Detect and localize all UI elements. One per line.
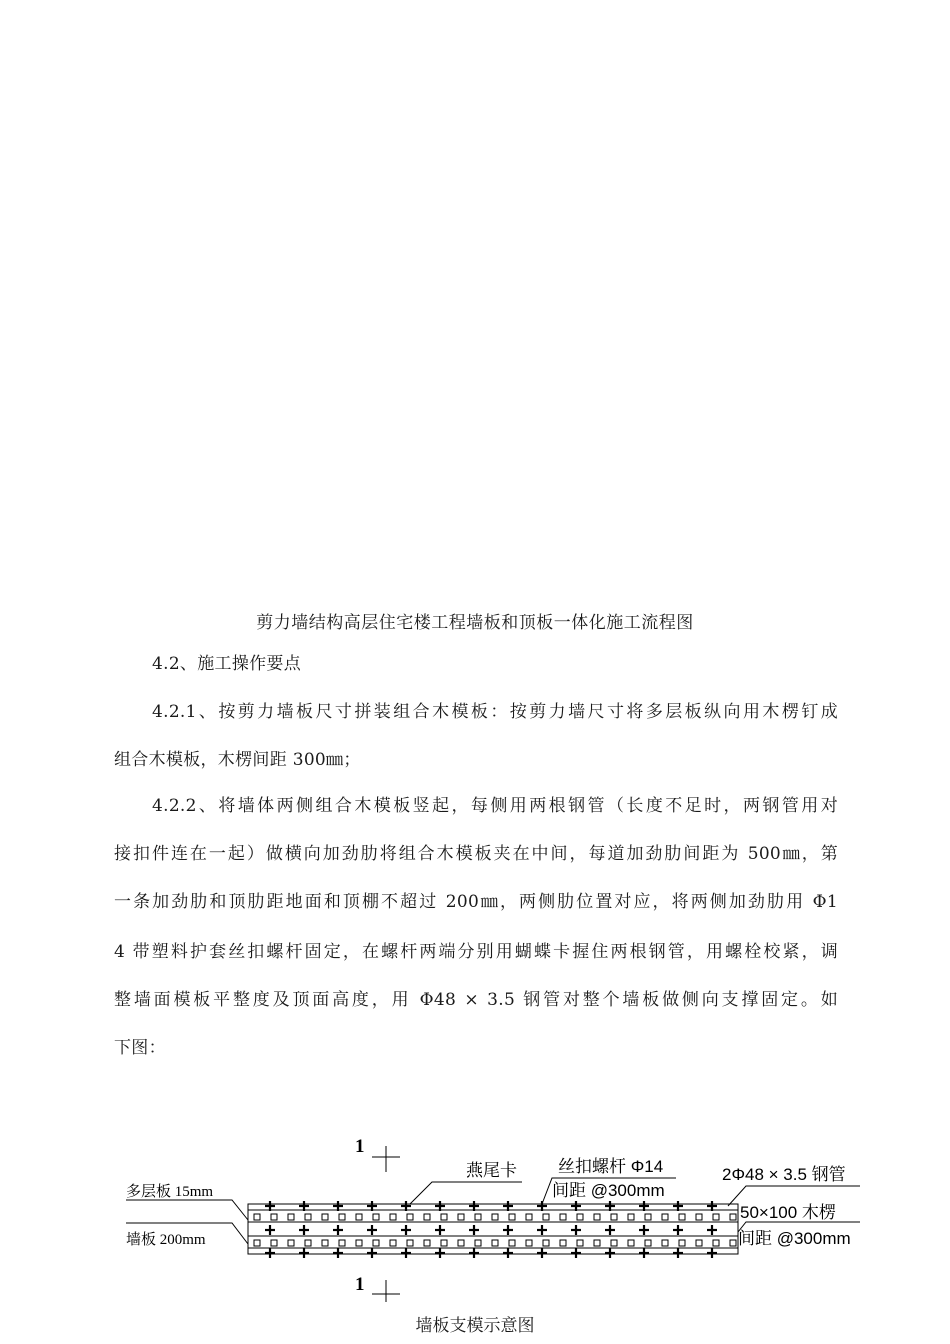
section-mark-top: 1: [355, 1136, 365, 1157]
timber-stud-top: [390, 1214, 396, 1220]
figure-caption-bottom: 墙板支模示意图: [415, 1316, 535, 1336]
paragraph-2-line-5: 整墙面模板平整度及顶面高度，用 Φ48 × 3.5 钢管对整个墙板做侧向支撑固定。如: [114, 990, 838, 1010]
timber-stud-bottom: [645, 1240, 651, 1246]
timber-stud-bottom: [339, 1240, 345, 1246]
timber-stud-top: [679, 1214, 685, 1220]
timber-stud-bottom: [628, 1240, 634, 1246]
timber-stud-bottom: [509, 1240, 515, 1246]
timber-stud-bottom: [594, 1240, 600, 1246]
paragraph-1-line-2: 组合木模板，木楞间距 300㎜；: [114, 750, 361, 770]
timber-stud-bottom: [577, 1240, 583, 1246]
section-heading: [114, 652, 838, 676]
clip-leader: [410, 1182, 522, 1204]
label-plywood: 多层板 15mm: [126, 1184, 214, 1200]
timber-stud-bottom: [543, 1240, 549, 1246]
label-bolt-2: 间距 @300mm: [552, 1181, 665, 1200]
label-clip: 燕尾卡: [466, 1161, 517, 1181]
plywood-leader: [126, 1200, 248, 1220]
label-timber-1: 50×100 木楞: [740, 1203, 836, 1222]
timber-stud-top: [458, 1214, 464, 1220]
paragraph-2-line-6: 下图：: [114, 1038, 166, 1058]
section-mark-bottom: 1: [355, 1274, 365, 1295]
timber-stud-bottom: [492, 1240, 498, 1246]
timber-stud-bottom: [271, 1240, 277, 1246]
timber-stud-bottom: [424, 1240, 430, 1246]
paragraph-2-line-4: 4 带塑料护套丝扣螺杆固定，在螺杆两端分别用蝴蝶卡握住两根钢管，用螺栓校紧，调: [114, 942, 838, 962]
timber-stud-top: [730, 1214, 736, 1220]
timber-stud-bottom: [713, 1240, 719, 1246]
paragraph-2-line-2: 接扣件连在一起）做横向加劲肋将组合木模板夹在中间，每道加劲肋间距为 500㎜，第: [114, 844, 838, 864]
timber-stud-top: [305, 1214, 311, 1220]
timber-stud-top: [509, 1214, 515, 1220]
timber-stud-bottom: [458, 1240, 464, 1246]
timber-stud-top: [356, 1214, 362, 1220]
timber-stud-bottom: [288, 1240, 294, 1246]
timber-stud-bottom: [441, 1240, 447, 1246]
label-bolt-1: 丝扣螺杆 Φ14: [558, 1157, 664, 1176]
timber-stud-top: [560, 1214, 566, 1220]
timber-stud-top: [662, 1214, 668, 1220]
label-wall: 墙板 200mm: [126, 1232, 206, 1248]
timber-stud-top: [271, 1214, 277, 1220]
timber-stud-top: [339, 1214, 345, 1220]
timber-stud-top: [492, 1214, 498, 1220]
timber-stud-bottom: [611, 1240, 617, 1246]
timber-stud-top: [543, 1214, 549, 1220]
timber-stud-top: [577, 1214, 583, 1220]
timber-stud-top: [373, 1214, 379, 1220]
paragraph-1-line-1: 4.2.1、按剪力墙板尺寸拼装组合木模板：按剪力墙尺寸将多层板纵向用木楞钉成: [152, 702, 838, 722]
timber-stud-bottom: [696, 1240, 702, 1246]
timber-stud-bottom: [254, 1240, 260, 1246]
timber-stud-top: [288, 1214, 294, 1220]
timber-stud-top: [696, 1214, 702, 1220]
timber-stud-top: [611, 1214, 617, 1220]
paragraph-2-line-3: 一条加劲肋和顶肋距地面和顶棚不超过 200㎜，两侧肋位置对应，将两侧加劲肋用 Φ1: [114, 892, 838, 912]
timber-stud-bottom: [560, 1240, 566, 1246]
timber-stud-bottom: [322, 1240, 328, 1246]
timber-stud-top: [475, 1214, 481, 1220]
timber-stud-top: [441, 1214, 447, 1220]
timber-stud-top: [628, 1214, 634, 1220]
timber-stud-bottom: [475, 1240, 481, 1246]
timber-stud-bottom: [407, 1240, 413, 1246]
timber-stud-top: [322, 1214, 328, 1220]
paragraph-2-line-1: 4.2.2、将墙体两侧组合木模板竖起，每侧用两根钢管（长度不足时，两钢管用对: [152, 796, 838, 816]
timber-stud-bottom: [305, 1240, 311, 1246]
timber-stud-top: [594, 1214, 600, 1220]
timber-stud-bottom: [356, 1240, 362, 1246]
timber-stud-bottom: [679, 1240, 685, 1246]
timber-stud-top: [713, 1214, 719, 1220]
timber-stud-bottom: [526, 1240, 532, 1246]
timber-stud-top: [424, 1214, 430, 1220]
timber-stud-bottom: [373, 1240, 379, 1246]
figure-caption-top: 剪力墙结构高层住宅楼工程墙板和顶板一体化施工流程图: [256, 613, 694, 633]
timber-stud-top: [645, 1214, 651, 1220]
timber-stud-bottom: [662, 1240, 668, 1246]
section-heading-text: 4.2、施工操作要点: [152, 654, 302, 674]
timber-stud-top: [254, 1214, 260, 1220]
timber-stud-bottom: [730, 1240, 736, 1246]
label-pipe: 2Φ48 × 3.5 钢管: [722, 1165, 846, 1184]
timber-stud-bottom: [390, 1240, 396, 1246]
label-timber-2: 间距 @300mm: [738, 1229, 851, 1248]
timber-stud-top: [407, 1214, 413, 1220]
timber-stud-top: [526, 1214, 532, 1220]
